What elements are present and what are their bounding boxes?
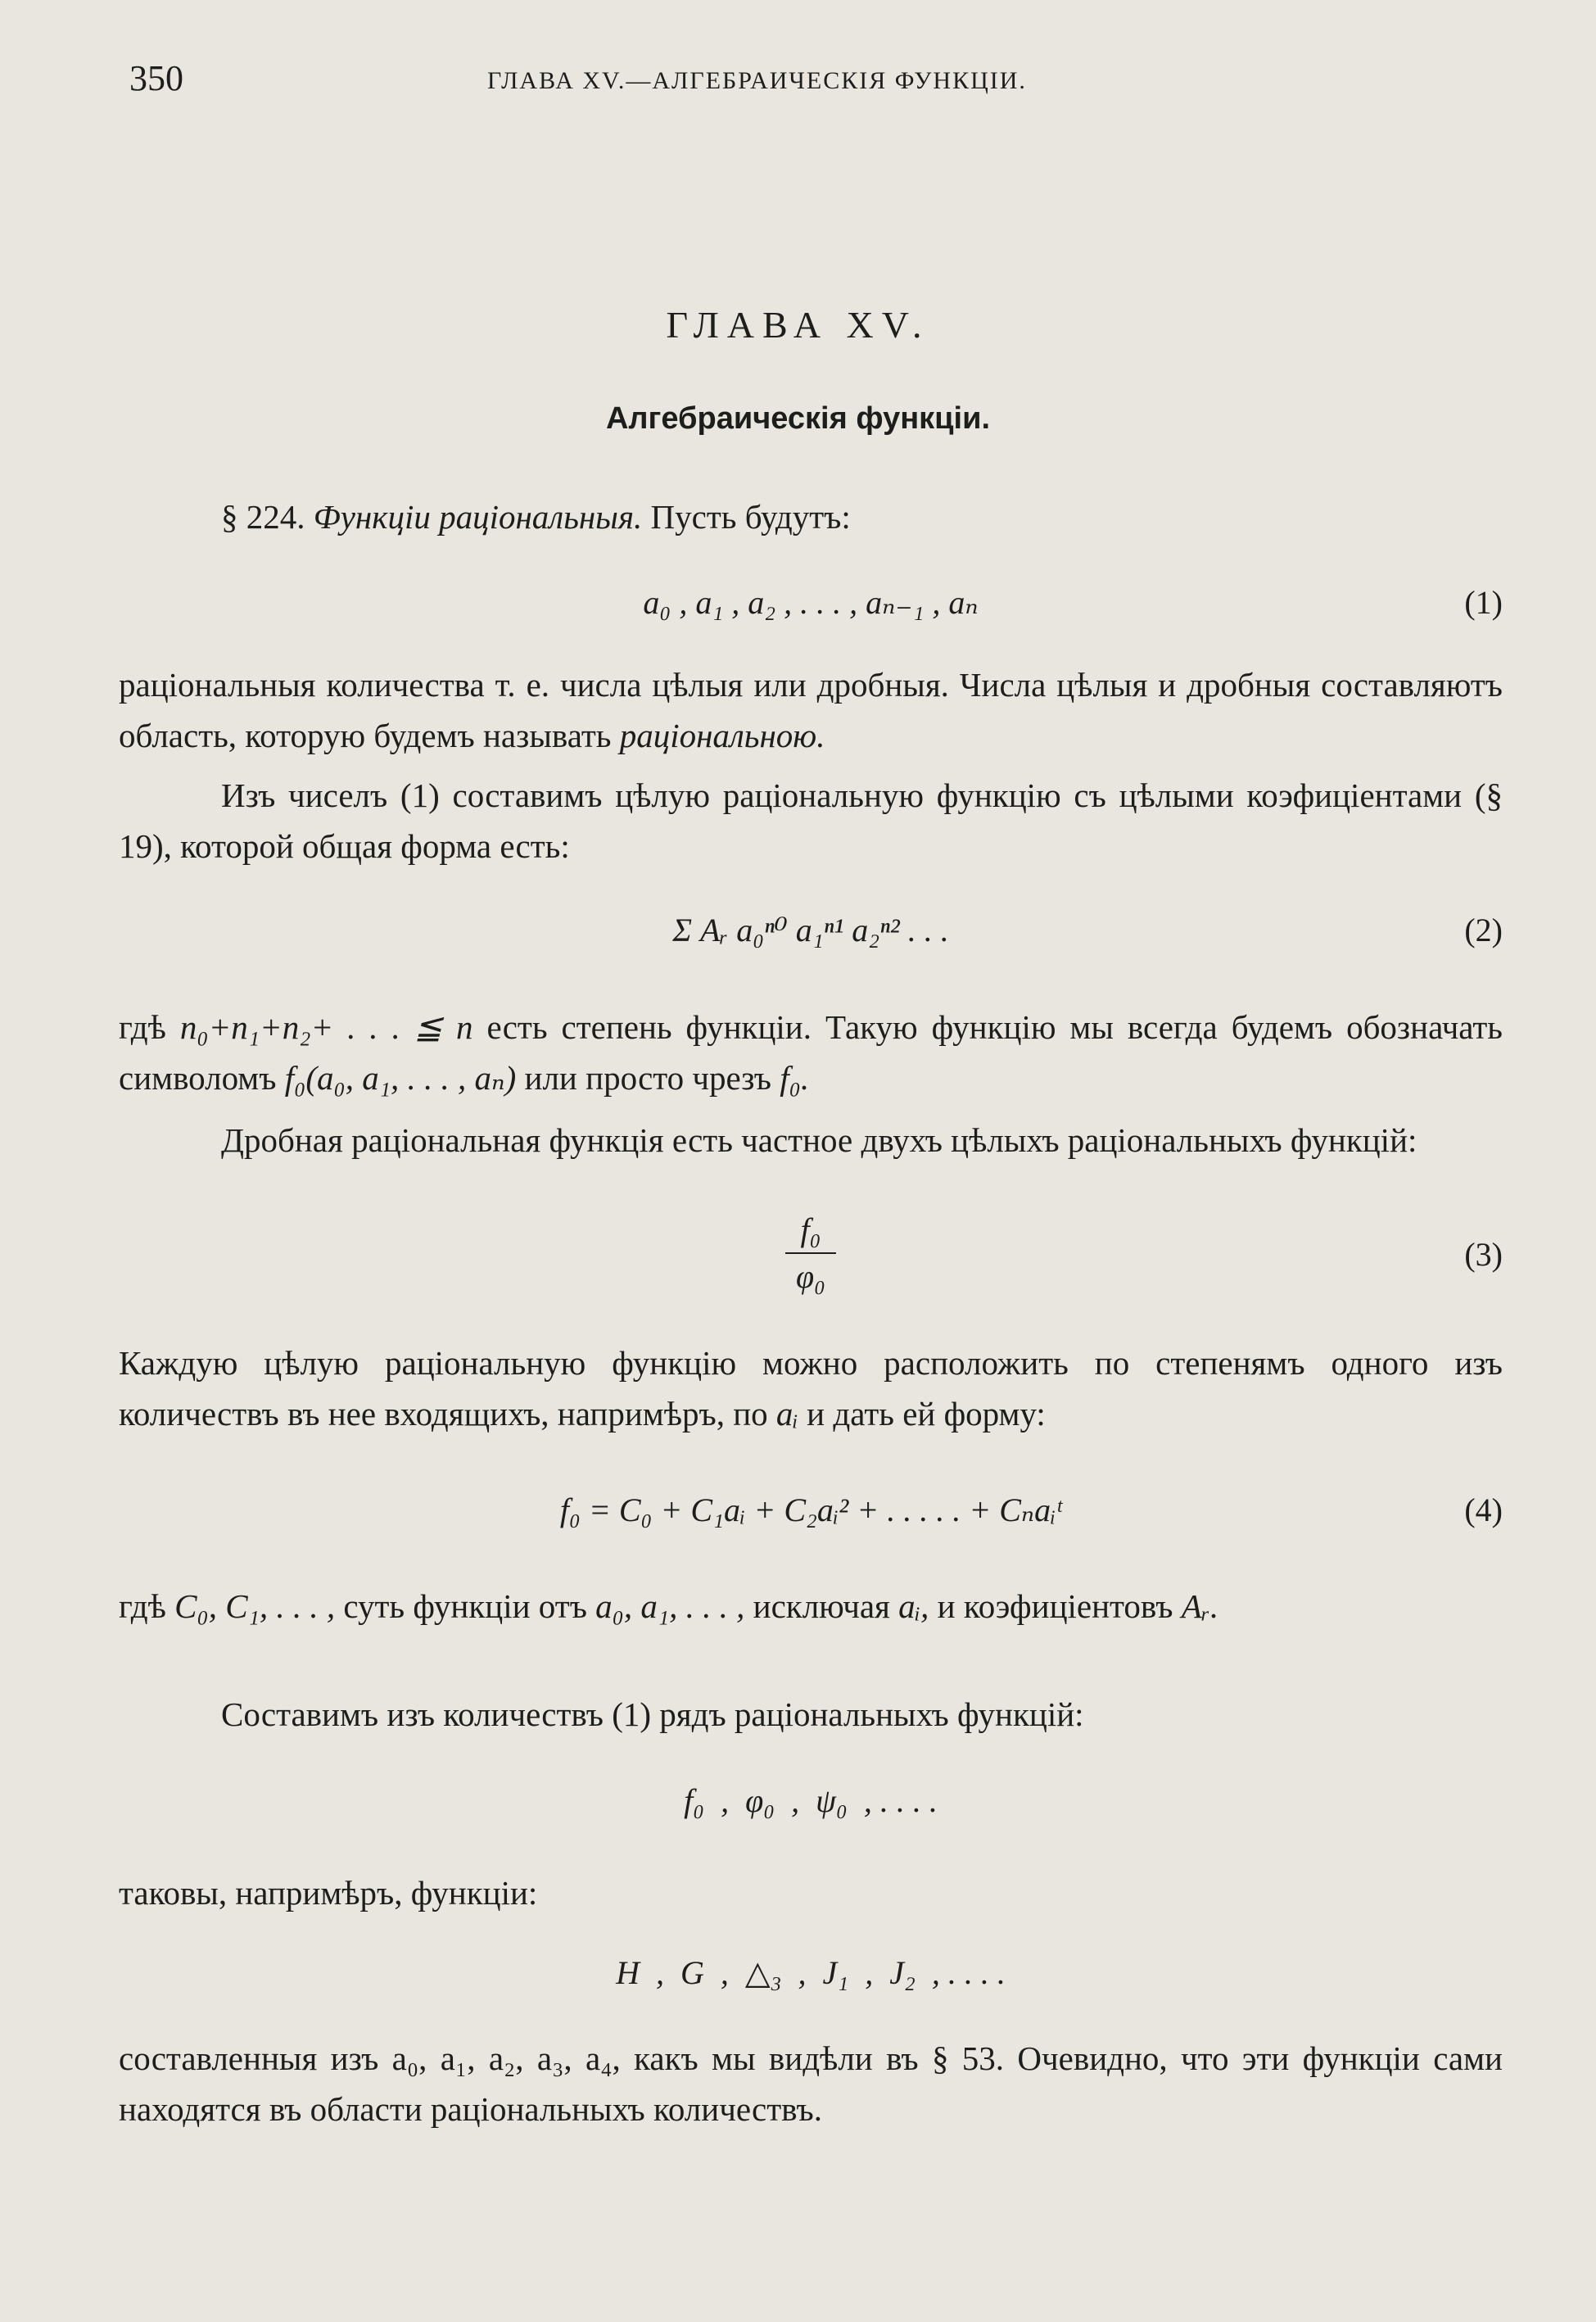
paragraph-5-variable: aᵢ [775,1395,798,1433]
equation-2-number: (2) [1464,912,1503,948]
chapter-subtitle: Алгебраическія функціи. [605,401,991,436]
section-title: Функціи раціональныя. [313,498,643,536]
paragraph-3 [119,1002,1503,1103]
section-number: § 224. [221,498,305,536]
paragraph-5-b: и дать ей форму: [807,1395,1046,1433]
equation-5 [119,1781,1503,1822]
paragraph-1-italic: раціональною. [619,717,825,754]
equation-4-number: (4) [1464,1491,1503,1528]
paragraph-3-c: или просто чрезъ [524,1059,771,1097]
chapter-title: ГЛАВА XV. [666,304,930,346]
paragraph-3-b: есть степень функціи. Такую функцію мы всегда будемъ обозначать символомъ [119,1008,1503,1097]
paragraph-6 [119,1581,1503,1632]
equation-3-number: (3) [1464,1236,1503,1273]
fraction [785,1211,835,1296]
running-title: ГЛАВА XV.—АЛГЕБРАИЧЕСКІЯ ФУНКЦІИ. [487,67,1027,94]
equation-1 [119,583,1503,624]
equation-4-body: f₀ = C₀ + C₁aᵢ + C₂aᵢ² + . . . . . + Cₙaᵢᵗ [559,1491,1062,1528]
paragraph-8: таковы, напримѣръ, функціи: [119,1874,538,1912]
equation-2 [119,911,1503,952]
equation-6-body: H , G , △₃ , J₁ , J₂ , . . . . [616,1954,1006,1991]
equation-6 [119,1953,1503,1994]
paragraph-1 [119,659,1503,761]
paragraph-6-a: гдѣ [119,1587,166,1625]
paragraph-6-var: aᵢ, [898,1587,929,1625]
paragraph-6-c: исключая [753,1587,890,1625]
equation-1-body: a₀ , a₁ , a₂ , . . . , aₙ₋₁ , aₙ [643,584,979,621]
paragraph-1-text: раціональныя количества т. е. числа цѣлыя или дробныя. Числа цѣлыя и дробныя составляютъ область, которую будемъ называть [119,666,1503,754]
page-number: 350 [129,58,183,98]
section-heading-rest: Пусть будутъ: [650,498,851,536]
paragraph-6-d: и коэфиціентовъ [937,1587,1173,1625]
paragraph-5 [119,1338,1503,1439]
equation-2-body: Σ Aᵣ a₀ⁿ⁰ a₁ⁿ¹ a₂ⁿ² . . . [672,912,949,948]
paragraph-7: Составимъ изъ количествъ (1) рядъ раціональныхъ функцій: [221,1695,1084,1733]
equation-4 [119,1491,1503,1532]
function-symbol: f₀(a₀, a₁, . . . , aₙ) [284,1059,517,1097]
degree-expression: n₀+n₁+n₂+ . . . ≦ n [179,1008,473,1046]
section-heading [119,491,1503,542]
equation-1-number: (1) [1464,584,1503,621]
equation-5-body: f₀ , φ₀ , ψ₀ , . . . . [684,1782,938,1819]
paragraph-6-b: суть функціи отъ [343,1587,587,1625]
fraction-numerator: f₀ [785,1211,835,1254]
paragraph-3-a: гдѣ [119,1008,166,1046]
paragraph-4: Дробная раціональная функція есть частное двухъ цѣлыхъ раціональныхъ функцій: [221,1121,1417,1159]
paragraph-6-vars2: a₀, a₁, . . . , [595,1587,745,1625]
paragraph-6-end: Aᵣ. [1181,1587,1219,1625]
equation-3 [119,1211,1503,1301]
paragraph-9: составленныя изъ a₀, a₁, a₂, a₃, a₄, какъ мы видѣли въ § 53. Очевидно, что эти функціи сами находятся въ области раціональныхъ количествъ. [119,2039,1503,2128]
paragraph-3-end: f₀. [780,1059,810,1097]
paragraph-2: Изъ чиселъ (1) составимъ цѣлую раціональную функцію съ цѣлыми коэфиціентами (§ 19), которой общая форма есть: [119,776,1503,865]
paragraph-5-a: Каждую цѣлую раціональную функцію можно расположить по степенямъ одного изъ количествъ въ нее входящихъ, напримѣръ, по [119,1344,1503,1433]
fraction-denominator: φ₀ [795,1258,826,1295]
paragraph-6-vars: C₀, C₁, . . . , [174,1587,336,1625]
